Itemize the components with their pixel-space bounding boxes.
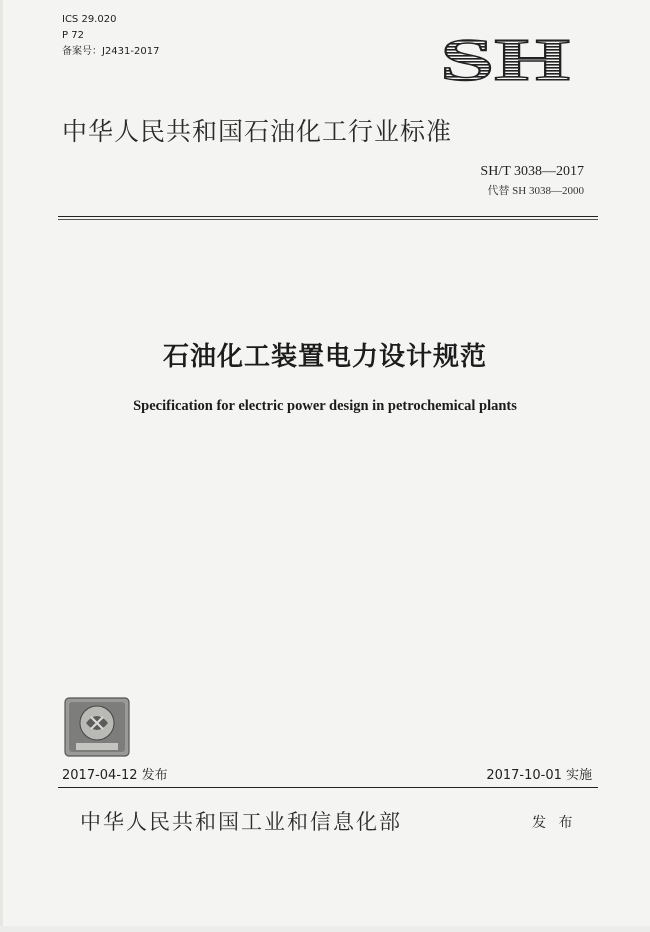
implementation-date: 2017-10-01 实施: [486, 768, 592, 783]
document-title-english: Specification for electric power design in petrochemical plants: [133, 398, 517, 414]
header-rule-thin: [58, 219, 598, 220]
classification-block: [62, 12, 159, 60]
issue-date: 2017-04-12 发布: [62, 768, 168, 783]
class-code: P 72: [62, 30, 84, 41]
standard-code-block: [480, 164, 584, 198]
filing-number: 备案号：J2431-2017: [62, 46, 160, 57]
replaces-standard: 代替 SH 3038—2000: [487, 185, 584, 197]
ics-code: ICS 29.020: [62, 14, 117, 25]
scan-edge: [0, 0, 3, 932]
issue-label: 发 布: [532, 815, 577, 831]
standard-type-heading: 中华人民共和国石油化工行业标准: [62, 117, 453, 146]
scan-bottom-edge: [0, 926, 650, 932]
footer-rule: [58, 787, 598, 788]
svg-text:SH: SH: [440, 34, 570, 84]
publisher-seal-icon: [64, 697, 130, 757]
document-title-chinese: 石油化工装置电力设计规范: [162, 342, 487, 372]
sh-logo: [440, 34, 572, 84]
issuing-authority: 中华人民共和国工业和信息化部: [80, 810, 402, 834]
standard-number: SH/T 3038—2017: [480, 164, 584, 179]
header-rule: [58, 216, 598, 217]
